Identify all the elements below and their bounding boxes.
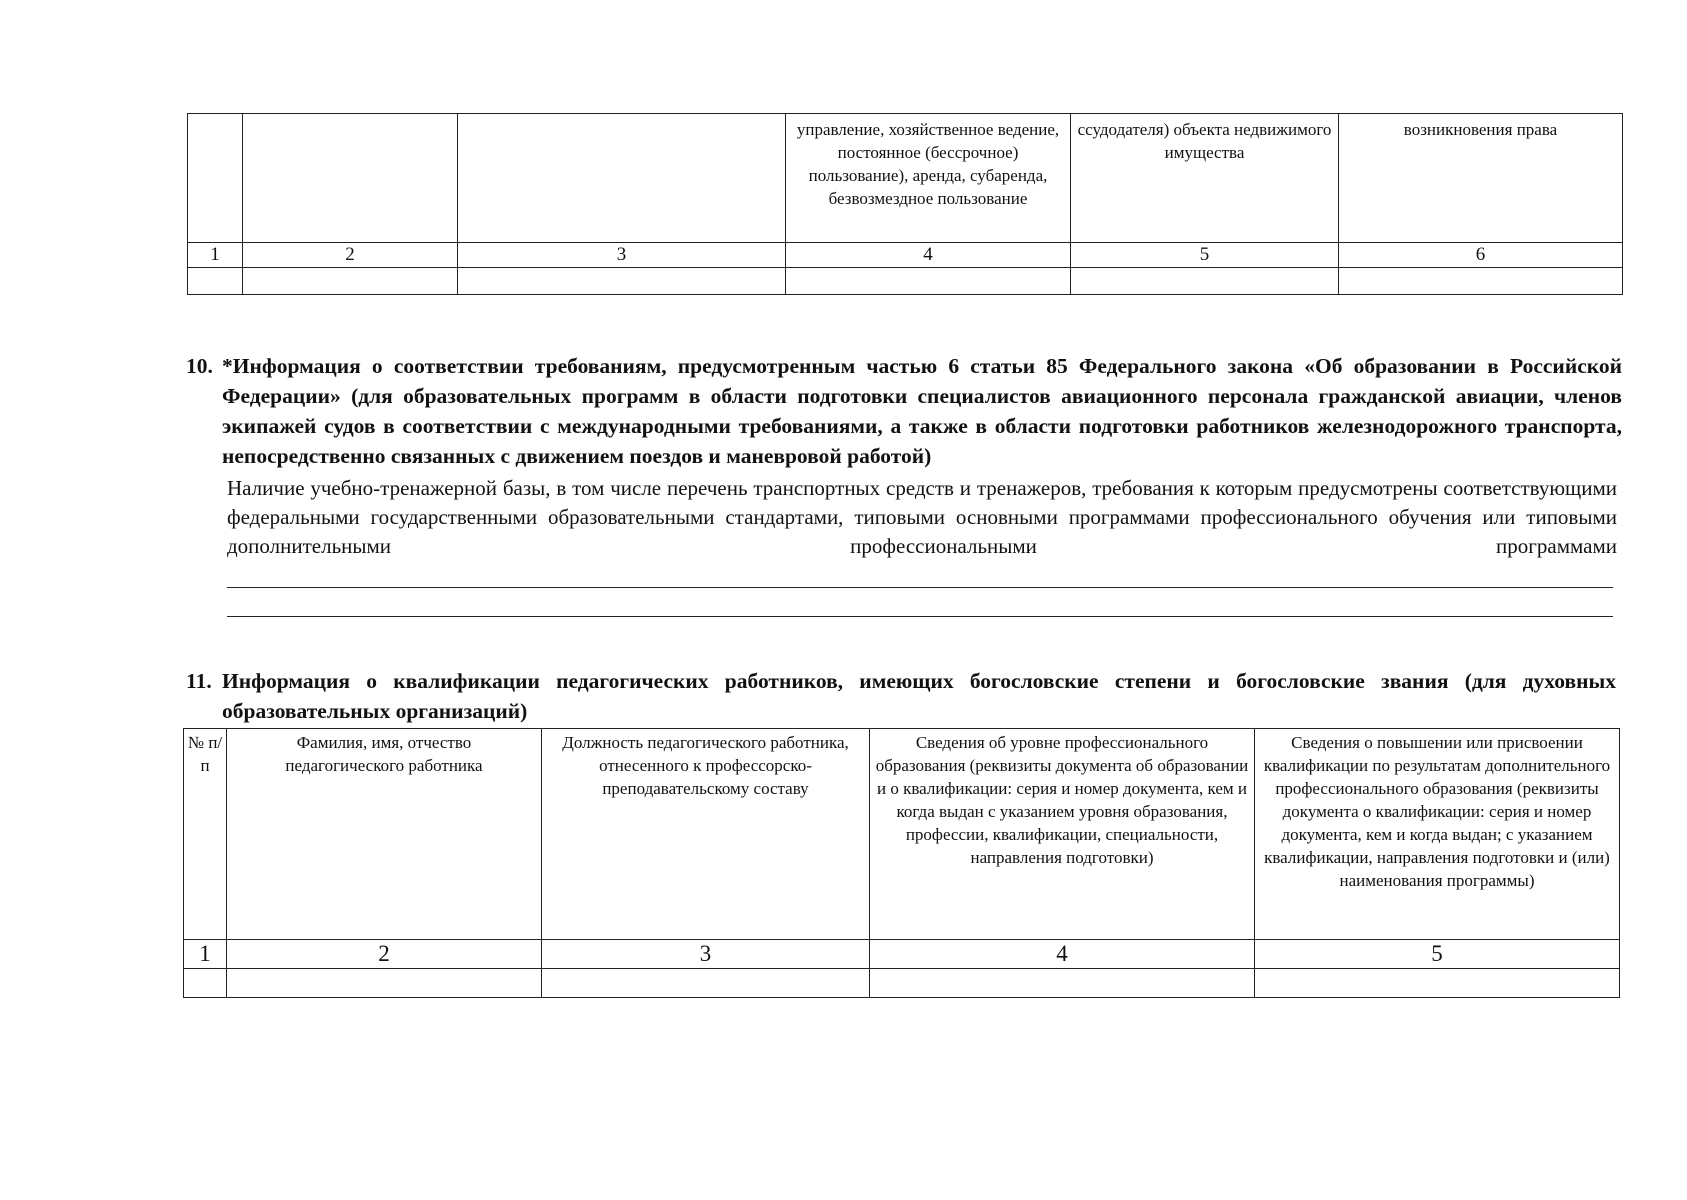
table-header-cell: Сведения о повышении или присвоении квалификации по результатам дополнительного профессионального образования (реквизиты документа о квалификации: серия и номер документа, кем и когда выдан; с указанием квалификации, направления подготовки и (или) наименования программы) [1255,729,1620,940]
table-header-row [188,114,1623,243]
table-cell[interactable] [188,268,243,295]
column-number: 5 [1071,243,1339,268]
table-header-cell: управление, хозяйственное ведение, постоянное (бессрочное) пользование), аренда, субаренда, безвозмездное пользование [786,114,1071,243]
table-header-cell: № п/ п [184,729,227,940]
table-header-cell [188,114,243,243]
table-cell[interactable] [1071,268,1339,295]
column-number: 4 [786,243,1071,268]
section-title: Информация о квалификации педагогических работников, имеющих богословские степени и богословские звания (для духовных образовательных организаций) [222,669,1616,723]
table-cell[interactable] [786,268,1071,295]
property-table [187,113,1623,295]
table-cell[interactable] [227,969,542,998]
section-10-heading [186,351,1622,471]
column-number-row [188,243,1623,268]
column-number: 1 [184,940,227,969]
column-number: 4 [870,940,1255,969]
table-cell[interactable] [542,969,870,998]
table-header-cell [243,114,458,243]
fill-in-line[interactable] [227,587,1613,588]
section-number: 11. [186,669,212,693]
table-header-cell: Сведения об уровне профессионального образования (реквизиты документа об образовании и о квалификации: серия и номер документа, кем и когда выдан с указанием уровня образования, профессии, квалификации, специальности, направления подготовки) [870,729,1255,940]
table-header-cell: ссудодателя) объекта недвижимого имущества [1071,114,1339,243]
column-number: 3 [458,243,786,268]
table-header-cell: Фамилия, имя, отчество педагогического работника [227,729,542,940]
fill-in-line[interactable] [227,616,1613,617]
table-cell[interactable] [1339,268,1623,295]
column-number: 3 [542,940,870,969]
column-number: 2 [243,243,458,268]
section-11-heading [186,666,1616,726]
section-10-paragraph: Наличие учебно-тренажерной базы, в том числе перечень транспортных средств и тренажеров, требования к которым предусмотрены соответствующими федеральными государственными образовательными стандартами, типовыми основными программами профессионального обучения или типовыми дополнительными профессиональными программами [227,476,1617,558]
section-title: *Информация о соответствии требованиям, предусмотренным частью 6 статьи 85 Федерального закона «Об образовании в Российской Федерации» (для образовательных программ в области подготовки специалистов авиационного персонала гражданской авиации, членов экипажей судов в соответствии с международными требованиями, а также в области подготовки работников железнодорожного транспорта, непосредственно связанных с движением поездов и маневровой работой) [222,354,1622,468]
section-number: 10. [186,354,213,378]
table-header-cell: Должность педагогического работника, отнесенного к профессорско-преподавательскому составу [542,729,870,940]
column-number: 1 [188,243,243,268]
table-cell[interactable] [458,268,786,295]
column-number: 5 [1255,940,1620,969]
table-row [184,969,1620,998]
table-row [188,268,1623,295]
table-header-row [184,729,1620,940]
column-number: 6 [1339,243,1623,268]
table-header-cell [458,114,786,243]
table-cell[interactable] [1255,969,1620,998]
teacher-qualification-table [183,728,1620,998]
table-header-cell: возникновения права [1339,114,1623,243]
column-number: 2 [227,940,542,969]
column-number-row [184,940,1620,969]
table-cell[interactable] [870,969,1255,998]
table-cell[interactable] [243,268,458,295]
table-cell[interactable] [184,969,227,998]
